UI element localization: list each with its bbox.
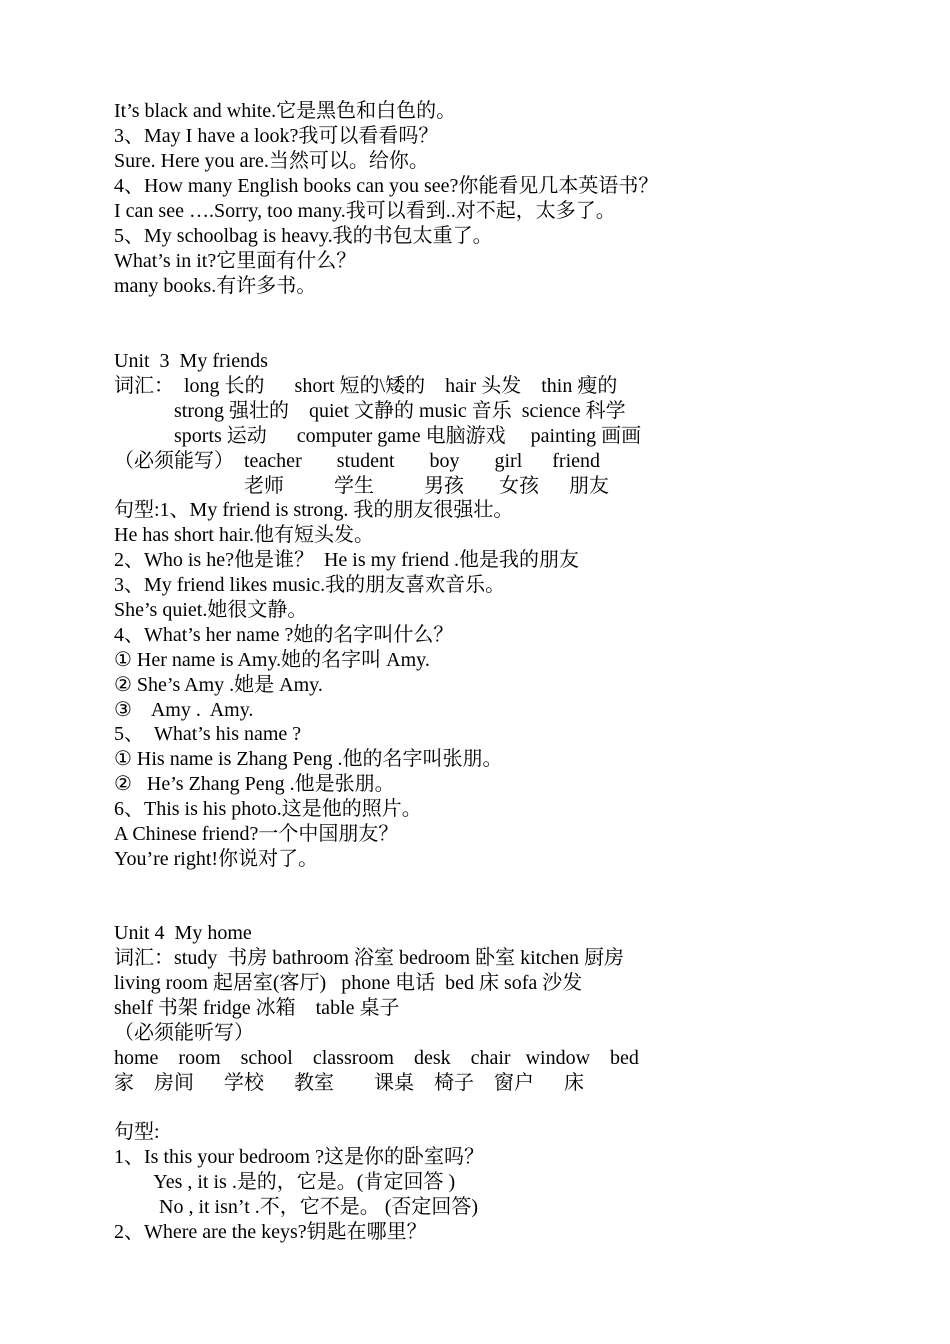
vocab-line: 词汇：study 书房 bathroom 浴室 bedroom 卧室 kitchen 厨房 bbox=[114, 947, 624, 969]
text-line: 5、My schoolbag is heavy.我的书包太重了。 bbox=[114, 225, 493, 247]
vocab-line: strong 强壮的 quiet 文静的 music 音乐 science 科学 bbox=[114, 400, 626, 422]
text-line: What’s in it?它里面有什么？ bbox=[114, 250, 357, 272]
text-line: It’s black and white.它是黑色和白色的。 bbox=[114, 100, 457, 122]
text-line: Sure. Here you are.当然可以。给你。 bbox=[114, 150, 429, 172]
sentence-line: 5、 What’s his name ? bbox=[114, 723, 302, 745]
text-line: 4、How many English books can you see?你能看见几本英语书？ bbox=[114, 175, 659, 197]
sentence-line: ② She’s Amy .她是 Amy. bbox=[114, 674, 323, 696]
sentence-line: 1、Is this your bedroom ?这是你的卧室吗？ bbox=[114, 1146, 484, 1168]
sentence-line: A Chinese friend?一个中国朋友？ bbox=[114, 823, 399, 845]
text-line: 3、May I have a look?我可以看看吗？ bbox=[114, 125, 439, 147]
unit-4-title: Unit 4 My home bbox=[114, 922, 252, 944]
vocab-line: （必须能听写） bbox=[114, 1022, 254, 1044]
vocab-line: shelf 书架 fridge 冰箱 table 桌子 bbox=[114, 997, 400, 1019]
text-line: many books.有许多书。 bbox=[114, 275, 317, 297]
sentence-line: He has short hair.他有短头发。 bbox=[114, 524, 374, 546]
sentence-line: No , it isn’t .不，它不是。 (否定回答) bbox=[114, 1196, 479, 1218]
vocab-line: home room school classroom desk chair window bed bbox=[114, 1047, 639, 1069]
sentence-line: ② He’s Zhang Peng .他是张朋。 bbox=[114, 773, 395, 795]
vocab-line: sports 运动 computer game 电脑游戏 painting 画画 bbox=[114, 425, 642, 447]
vocab-line: （必须能写） teacher student boy girl friend bbox=[114, 450, 601, 472]
sentence-line: You’re right!你说对了。 bbox=[114, 848, 319, 870]
sentence-line: ① His name is Zhang Peng .他的名字叫张朋。 bbox=[114, 748, 503, 770]
text-line: I can see ….Sorry, too many.我可以看到..对不起，太多了。 bbox=[114, 200, 616, 222]
sentence-line: 6、This is his photo.这是他的照片。 bbox=[114, 798, 422, 820]
vocab-line: 老师 学生 男孩 女孩 朋友 bbox=[114, 475, 609, 497]
vocab-line: 词汇： long 长的 short 短的\矮的 hair 头发 thin 瘦的 bbox=[114, 375, 618, 397]
sentence-line: Yes , it is .是的，它是。(肯定回答 ) bbox=[114, 1171, 456, 1193]
sentence-line: 2、Who is he?他是谁？ He is my friend .他是我的朋友 bbox=[114, 549, 579, 571]
sentence-line: 2、Where are the keys?钥匙在哪里？ bbox=[114, 1221, 427, 1243]
sentence-heading: 句型: bbox=[114, 1121, 160, 1143]
vocab-line: living room 起居室(客厅) phone 电话 bed 床 sofa 沙发 bbox=[114, 972, 583, 994]
sentence-line: 4、What’s her name ?她的名字叫什么？ bbox=[114, 624, 454, 646]
sentence-line: 句型:1、My friend is strong. 我的朋友很强壮。 bbox=[114, 499, 514, 521]
unit-3-title: Unit 3 My friends bbox=[114, 350, 268, 372]
sentence-line: ③ Amy . Amy. bbox=[114, 699, 254, 721]
sentence-line: She’s quiet.她很文静。 bbox=[114, 599, 308, 621]
sentence-line: 3、My friend likes music.我的朋友喜欢音乐。 bbox=[114, 574, 506, 596]
vocab-line: 家 房间 学校 教室 课桌 椅子 窗户 床 bbox=[114, 1072, 584, 1094]
sentence-line: ① Her name is Amy.她的名字叫 Amy. bbox=[114, 649, 430, 671]
